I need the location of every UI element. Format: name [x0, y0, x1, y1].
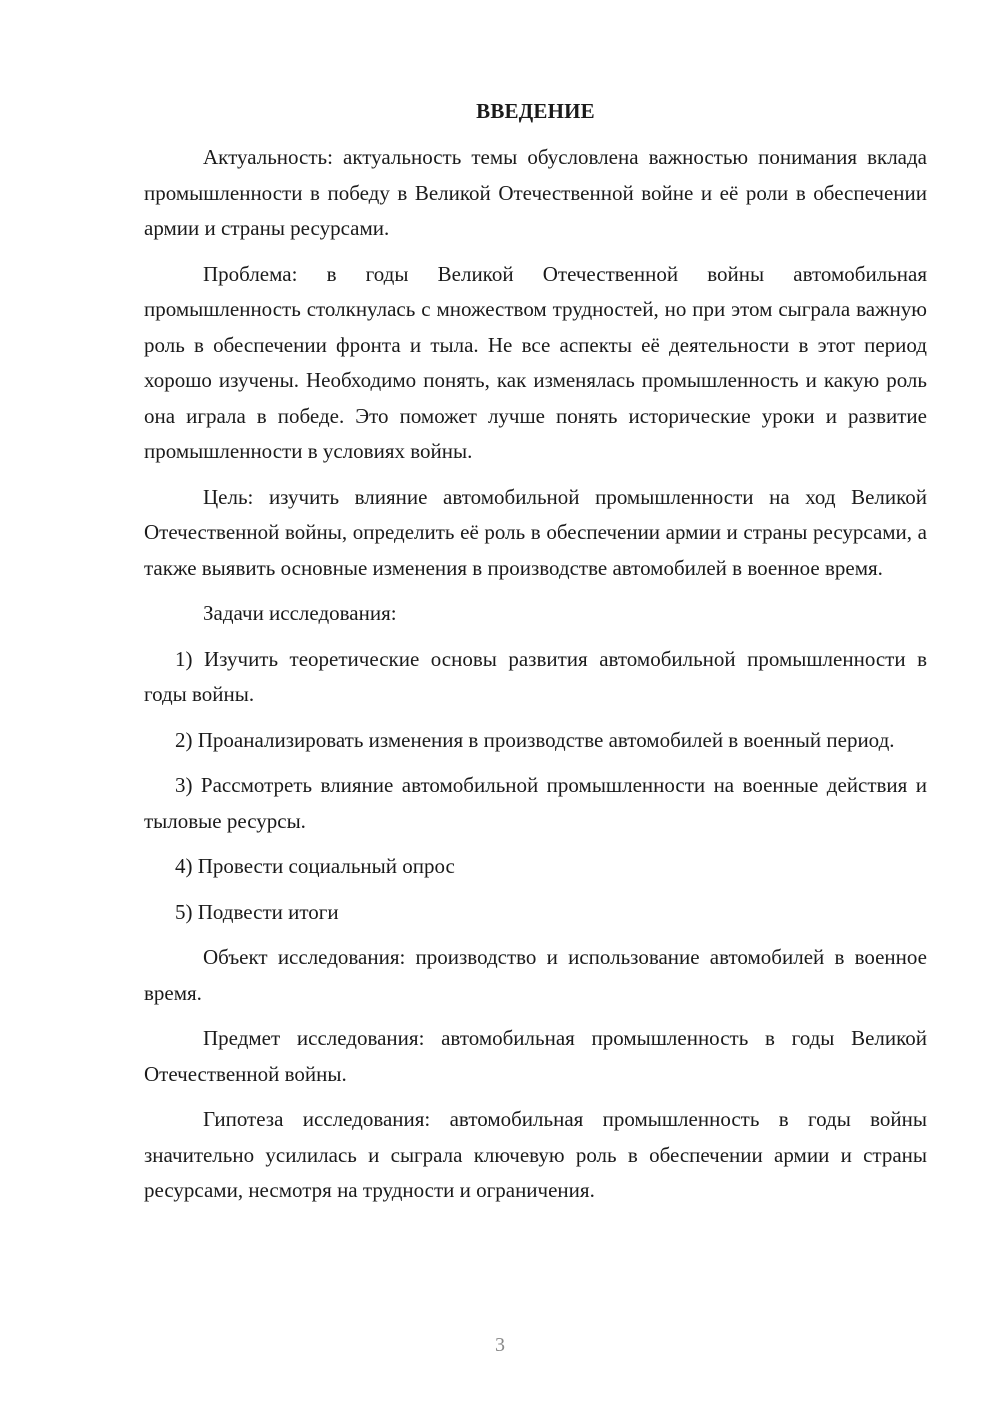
task-item-1: 1) Изучить теоретические основы развития автомобильной промышленности в годы войны.: [144, 646, 927, 706]
page-content: [144, 96, 927, 1219]
tasks-list: [144, 642, 927, 931]
section-title: ВВЕДЕНИЕ: [476, 99, 595, 123]
paragraph-object: Объект исследования: производство и использование автомобилей в военное время.: [144, 945, 927, 1005]
paragraph-subject: Предмет исследования: автомобильная промышленность в годы Великой Отечественной войны.: [144, 1026, 927, 1086]
page-number: 3: [495, 1334, 505, 1356]
task-item-4: 4) Провести социальный опрос: [175, 854, 455, 878]
task-item-5: 5) Подвести итоги: [175, 899, 339, 924]
paragraph-hypothesis: Гипотеза исследования: автомобильная промышленность в годы войны значительно усилилась и сыграла ключевую роль в обеспечении армии и страны ресурсами, несмотря на трудности и ограничения.: [144, 1107, 927, 1202]
paragraph-goal: Цель: изучить влияние автомобильной промышленности на ход Великой Отечественной войны, определить её роль в обеспечении армии и страны ресурсами, а также выявить основные изменения в производстве автомобилей в военное время.: [144, 484, 927, 580]
tasks-heading: Задачи исследования:: [203, 601, 397, 625]
paragraph-relevance: Актуальность: актуальность темы обусловлена важностью понимания вклада промышленности в победу в Великой Отечественной войне и её роли в обеспечении армии и страны ресурсами.: [144, 145, 927, 240]
task-item-3: 3) Рассмотреть влияние автомобильной промышленности на военные действия и тыловые ресурсы.: [144, 773, 927, 833]
task-item-2: 2) Проанализировать изменения в производстве автомобилей в военный период.: [175, 727, 895, 752]
paragraph-problem: Проблема: в годы Великой Отечественной войны автомобильная промышленность столкнулась с множеством трудностей, но при этом сыграла важную роль в обеспечении фронта и тыла. Не все аспекты её деятельности в этот период хорошо изучены. Необходимо понять, как изменялась промышленность и какую роль она играла в победе. Это поможет лучше понять исторические уроки и развитие промышленности в условиях войны.: [144, 261, 927, 463]
